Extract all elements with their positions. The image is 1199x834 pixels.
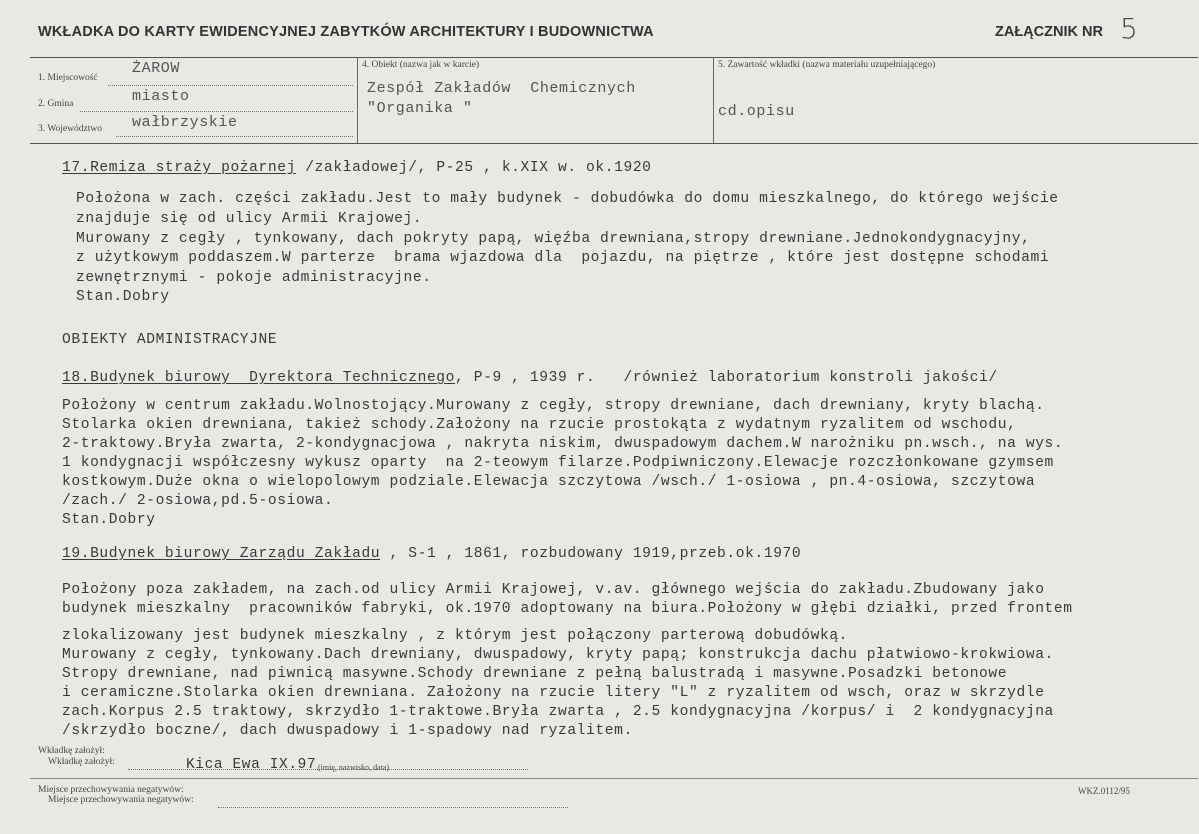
object-line-1: Zespół Zakładów Chemicznych xyxy=(367,80,636,97)
section-19-heading xyxy=(62,546,801,562)
negatives-location-label: Miejsce przechowywania negatywów: xyxy=(48,795,194,805)
section-17-line-3: Murowany z cegły , tynkowany, dach pokryty papą, więźba drewniana,stropy drewniane.Jednokondygnacyjny, xyxy=(76,231,1031,247)
voivodeship-label: 3. Województwo xyxy=(38,124,102,134)
commune-dots xyxy=(80,111,353,112)
fields-divider-1 xyxy=(357,57,358,143)
section-17-line-1: Położona w zach. części zakładu.Jest to mały budynek - dobudówka do domu mieszkalnego, do którego wejście xyxy=(76,191,1059,207)
section-17-line-6: Stan.Dobry xyxy=(76,289,170,305)
created-by-value: Kica Ewa IX.97 xyxy=(186,757,317,773)
section-19-title: 19.Budynek biurowy Zarządu Zakładu xyxy=(62,546,381,562)
section-19-line-6: i ceramiczne.Stolarka okien drewniana. Założony na rzucie litery "L" z ryzalitem od wsch, oraz w skrzydle xyxy=(62,685,1045,701)
section-19-line-4: Murowany z cegły, tynkowany.Dach drewniany, dwuspadowy, kryty papą; konstrukcja dachu płatwiowo-krokwiowa. xyxy=(62,647,1054,663)
attachment-label: ZAŁĄCZNIK NR xyxy=(995,24,1103,40)
section-17-meta: /zakładowej/, P-25 , k.XIX w. ok.1920 xyxy=(295,160,652,176)
section-19-line-7: zach.Korpus 2.5 traktowy, skrzydło 1-traktowe.Bryła zwarta , 2.5 kondygnacyjna /korpus/ i 2 kondygnacyjna xyxy=(62,704,1054,720)
section-19-line-2: budynek mieszkalny pracowników fabryki, ok.1970 adoptowany na biura.Położony w głębi działki, przed frontem xyxy=(62,601,1073,617)
negatives-location-label-faint: Miejsce przechowywania negatywów: xyxy=(38,785,184,795)
fields-divider-2 xyxy=(713,57,714,143)
locality-label: 1. Miejscowość xyxy=(38,73,98,83)
commune-label: 2. Gmina xyxy=(38,99,74,109)
section-18-line-3: 2-traktowy.Bryła zwarta, 2-kondygnacjowa , nakryta niskim, dwuspadowym dachem.W narożniku pn.wsch., na wys. xyxy=(62,436,1064,452)
section-19-line-3: zlokalizowany jest budynek mieszkalny , z którym jest połączony parterową dobudówką. xyxy=(62,628,849,644)
commune-value: miasto xyxy=(132,88,190,105)
content-value: cd.opisu xyxy=(718,103,795,120)
created-by-hint: (imię, nazwisko, data) xyxy=(318,763,390,772)
section-19-line-1: Położony poza zakładem, na zach.od ulicy Armii Krajowej, v.av. głównego wejścia do zakładu.Zbudowany jako xyxy=(62,582,1045,598)
card-title: WKŁADKA DO KARTY EWIDENCYJNEJ ZABYTKÓW ARCHITEKTURY I BUDOWNICTWA xyxy=(38,24,654,40)
section-19-line-8: /skrzydło boczne/, dach dwuspadowy i 1-spadowy nad ryzalitem. xyxy=(62,723,633,739)
section-18-line-1: Położony w centrum zakładu.Wolnostojący.Murowany z cegły, stropy drewniane, dach drewniany, kryty blachą. xyxy=(62,398,1045,414)
negatives-location-dots xyxy=(218,807,568,808)
section-17-line-5: zewnętrznymi - pokoje administracyjne. xyxy=(76,270,432,286)
section-19-line-5: Stropy drewniane, nad piwnicą masywne.Schody drewniane z pełną balustradą i masywne.Posadzki betonowe xyxy=(62,666,1008,682)
section-18-line-5: kostkowym.Duże okna o wielopolowym podziale.Elewacja szczytowa /wsch./ 1-osiowa , pn.4-osiowa, szczytowa xyxy=(62,474,1036,490)
locality-value: ŻAROW xyxy=(132,60,181,77)
created-by-label-faint: Wkładkę założył: xyxy=(38,746,105,756)
locality-dots xyxy=(108,85,353,86)
section-17-title: 17.Remiza straży pożarnej xyxy=(62,160,296,176)
section-17-line-2: znajduje się od ulicy Armii Krajowej. xyxy=(76,211,423,227)
footer-rule xyxy=(30,778,1198,779)
fields-bottom-rule xyxy=(30,143,1198,144)
section-17-heading xyxy=(62,160,652,176)
section-18-heading xyxy=(62,370,998,386)
section-18-line-7: Stan.Dobry xyxy=(62,512,156,528)
content-label: 5. Zawartość wkładki (nazwa materiału uzupełniającego) xyxy=(718,60,936,70)
object-label: 4. Obiekt (nazwa jak w karcie) xyxy=(362,60,480,70)
section-18-line-6: /zach./ 2-osiowa,pd.5-osiowa. xyxy=(62,493,334,509)
print-code: WKZ.0112/95 xyxy=(1078,786,1130,796)
header-rule xyxy=(30,57,1198,58)
voivodeship-dots xyxy=(116,136,353,137)
section-19-meta: , S-1 , 1861, rozbudowany 1919,przeb.ok.1970 xyxy=(380,546,802,562)
section-18-title: 18.Budynek biurowy Dyrektora Technicznego xyxy=(62,370,456,386)
section-17-line-4: z użytkowym poddaszem.W parterze brama wjazdowa dla pojazdu, na piętrze , które jest dostępne schodami xyxy=(76,250,1050,266)
section-18-line-4: 1 kondygnacji współczesny wykusz oparty na 2-teowym filarze.Podpiwniczony.Elewacje rozczłonkowane gzymsem xyxy=(62,455,1054,471)
section-18-meta: , P-9 , 1939 r. /również laboratorium konstroli jakości/ xyxy=(455,370,998,386)
attachment-number: 5 xyxy=(1120,12,1138,45)
admin-objects-heading: OBIEKTY ADMINISTRACYJNE xyxy=(62,332,278,348)
voivodeship-value: wałbrzyskie xyxy=(132,114,238,131)
created-by-label: Wkładkę założył: xyxy=(48,757,115,767)
object-line-2: "Organika " xyxy=(367,100,473,117)
section-18-line-2: Stolarka okien drewniana, takież schody.Założony na rzucie prostokąta z wydatnym ryzalitem od wschodu, xyxy=(62,417,1017,433)
